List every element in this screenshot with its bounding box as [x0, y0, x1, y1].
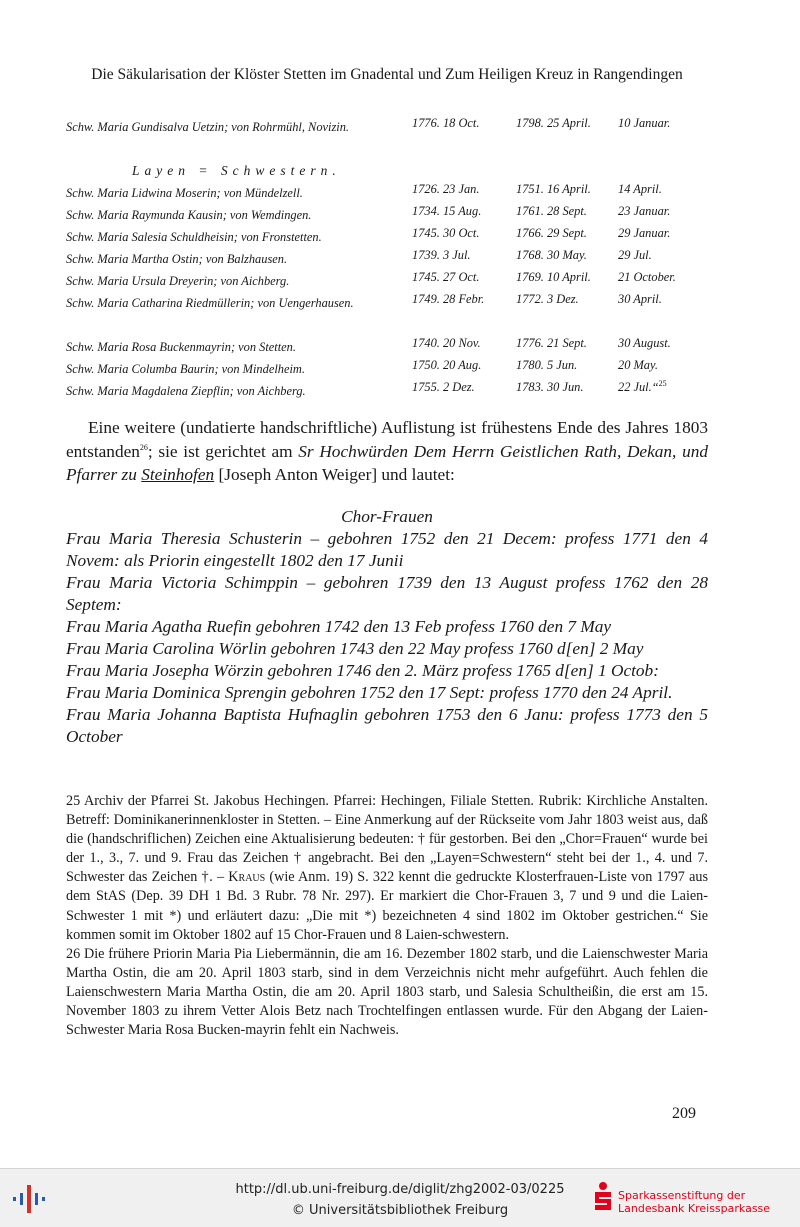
- table-row: [66, 268, 726, 290]
- row-born: 1734. 15 Aug.: [412, 204, 482, 218]
- footnote-25-author: Kraus: [228, 869, 266, 886]
- row-born: 1739. 3 Jul.: [412, 248, 471, 262]
- table-row: [66, 180, 726, 202]
- para-text-1: Eine weitere (undatierte handschriftliche) Auflistung ist frühestens Ende des Jahres 1803 entstanden: [66, 418, 708, 461]
- row-profess: 1751. 16 April.: [516, 182, 591, 196]
- sponsor-line-1: Sparkassenstiftung der: [618, 1189, 746, 1202]
- row-name: Schw. Maria Catharina Riedmüllerin; von Uengerhausen.: [66, 296, 354, 310]
- table-row: [66, 224, 726, 246]
- row-name: Schw. Maria Gundisalva Uetzin; von Rohrmühl, Novizin.: [66, 120, 350, 134]
- footnote-25: [66, 792, 708, 945]
- footer-url-link[interactable]: http://dl.ub.uni-freiburg.de/diglit/zhg2002-03/0225: [235, 1182, 565, 1197]
- row-born: 1745. 30 Oct.: [412, 226, 480, 240]
- page-number: 209: [672, 1105, 696, 1122]
- footnote-25-text-a: 25 Archiv der Pfarrei St. Jakobus Hechingen. Pfarrei: Hechingen, Filiale Stetten. Rubrik: Kirchliche Anstalten. Betreff: Dominikanerinnenkloster in Stetten. – Eine Anmerkung auf der Rückseite vom Jahr 1803 weist aus, daß die (handschriflichen) Zeichen eine Aktualisierung bedeuten: † für gestorben. Bei den „Chor=Frauen“ wurde bei der 1., 3., 7. und 9. Frau das Zeichen † angebracht. Bei den „Layen=Schwestern“ steht bei der 1., 4. und 7. Schwester das Zeichen †. –: [66, 793, 708, 886]
- row-profess: 1769. 10 April.: [516, 270, 591, 284]
- row-born: 1745. 27 Oct.: [412, 270, 480, 284]
- sponsor-text[interactable]: [618, 1189, 798, 1215]
- row-born: 1755. 2 Dez.: [412, 380, 475, 394]
- chor-entry: Frau Maria Johanna Baptista Hufnaglin gebohren 1753 den 6 Janu: profess 1773 den 5 October: [66, 705, 708, 746]
- table-row: [66, 378, 726, 400]
- chor-frauen-list: [66, 506, 708, 748]
- row-died: 29 Januar.: [618, 226, 671, 240]
- row-name: Schw. Maria Columba Baurin; von Mindelheim.: [66, 362, 305, 376]
- footer-bar: [0, 1168, 800, 1227]
- row-died: 22 Jul.“$^{25}$: [618, 378, 667, 394]
- row-died: 10 Januar.: [618, 116, 671, 130]
- row-name: Schw. Maria Martha Ostin; von Balzhausen.: [66, 252, 288, 266]
- nun-listing-table: [66, 114, 726, 400]
- chor-entries: [66, 528, 708, 748]
- row-profess: 1798. 25 April.: [516, 116, 591, 130]
- chor-heading: Chor-Frauen: [341, 507, 433, 526]
- table-subheading: [66, 158, 726, 180]
- footnote-ref-25[interactable]: 25: [658, 378, 667, 388]
- sparkasse-logo-icon[interactable]: [592, 1181, 614, 1211]
- chor-entry: Frau Maria Agatha Ruefin gebohren 1742 den 13 Feb profess 1760 den 7 May: [66, 617, 612, 636]
- row-name: Schw. Maria Ursula Dreyerin; von Aichberg.: [66, 274, 290, 288]
- row-born: 1750. 20 Aug.: [412, 358, 482, 372]
- row-born: 1726. 23 Jan.: [412, 182, 480, 196]
- row-profess: 1780. 5 Jun.: [516, 358, 578, 372]
- chor-entry: Frau Maria Theresia Schusterin – gebohren 1752 den 21 Decem: profess 1771 den 4 Novem: als Priorin eingestellt 1802 den 17 Junii: [66, 529, 708, 570]
- row-profess: 1766. 29 Sept.: [516, 226, 587, 240]
- para-italic-recipient: Sr Hochwürden Dem Herrn Geistlichen Rath, Dekan, und Pfarrer zu: [66, 441, 708, 484]
- row-died: 20 May.: [618, 358, 658, 372]
- subheading-label: Layen = Schwestern.: [132, 163, 341, 178]
- footnote-ref-26[interactable]: 26: [139, 442, 148, 452]
- row-profess: 1761. 28 Sept.: [516, 204, 587, 218]
- para-underlined-place: Steinhofen: [141, 465, 215, 484]
- footnotes: [66, 792, 708, 1040]
- chor-entry: Frau Maria Dominica Sprengin gebohren 1752 den 17 Sept: profess 1770 den 24 April.: [66, 683, 673, 702]
- chor-entry: Frau Maria Carolina Wörlin gebohren 1743 den 22 May profess 1760 d[en] 2 May: [66, 639, 644, 658]
- row-died: 21 October.: [618, 270, 676, 284]
- table-row: [66, 356, 726, 378]
- row-died: 23 Januar.: [618, 204, 671, 218]
- row-name: Schw. Maria Lidwina Moserin; von Mündelzell.: [66, 186, 303, 200]
- para-text-3: [Joseph Anton Weiger] und lautet:: [214, 465, 455, 484]
- body-paragraph: [66, 416, 708, 487]
- table-row: [66, 334, 726, 356]
- para-text-2: ; sie ist gerichtet am: [147, 441, 299, 461]
- footer-copyright: © Universitätsbibliothek Freiburg: [291, 1203, 509, 1218]
- row-profess: 1783. 30 Jun.: [516, 380, 584, 394]
- row-born: 1776. 18 Oct.: [412, 116, 480, 130]
- row-name: Schw. Maria Rosa Buckenmayrin; von Stetten.: [66, 340, 296, 354]
- row-profess: 1768. 30 May.: [516, 248, 587, 262]
- table-row: [66, 114, 726, 158]
- table-row: [66, 202, 726, 224]
- table-rows: [66, 180, 726, 400]
- row-died: 30 April.: [618, 292, 662, 306]
- row-name: Schw. Maria Magdalena Ziepflin; von Aichberg.: [66, 384, 306, 398]
- chor-entry: Frau Maria Victoria Schimppin – gebohren 1739 den 13 August profess 1762 den 28 Septem:: [66, 573, 708, 614]
- row-profess: 1772. 3 Dez.: [516, 292, 579, 306]
- footnote-26: 26 Die frühere Priorin Maria Pia Liebermännin, die am 16. Dezember 1802 starb, und die Laienschwester Maria Martha Ostin, die am 20. April 1803 starb, sind in dem Verzeichnis nicht mehr aufgeführt. Auch fehlen die Laienschwestern Maria Martha Ostin, die am 20. April 1803 starb, und Salesia Schultheißin, die erst am 15. November 1803 zu ihrem Vetter Alois Betz nach Trochtelfingen entlassen wurde. Für den Abgang der Laien-Schwester Maria Rosa Bucken-mayrin fehlt ein Nachweis.: [66, 945, 708, 1039]
- row-died: 14 April.: [618, 182, 662, 196]
- row-name: Schw. Maria Raymunda Kausin; von Wemdingen.: [66, 208, 312, 222]
- row-born: 1749. 28 Febr.: [412, 292, 485, 306]
- chor-entry: Frau Maria Josepha Wörzin gebohren 1746 den 2. März profess 1765 d[en] 1 Octob:: [66, 661, 659, 680]
- sponsor-line-2: Landesbank Kreissparkasse: [618, 1202, 771, 1215]
- footnote-25-text-b: (wie Anm. 19) S. 322 kennt die gedruckte Klosterfrauen-Liste von 1797 aus dem StAS (Dep. 39 DH 1 Bd. 3 Rubr. 78 Nr. 297). Er markiert die Chor-Frauen 3, 7 und 9 und die Laien-Schwester 1 mit *) und erläutert dazu: „Die mit *) bezeichneten 4 sind 1802 im Oktober gestrichen.“ Sie kommen somit im Oktober 1802 auf 15 Chor-Frauen und 8 Laien-schwestern.: [66, 869, 708, 943]
- row-died: 29 Jul.: [618, 248, 652, 262]
- running-head: Die Säkularisation der Klöster Stetten im Gnadental und Zum Heiligen Kreuz in Rangendingen: [91, 66, 683, 83]
- row-died: 30 August.: [618, 336, 671, 350]
- table-row: [66, 290, 726, 334]
- row-profess: 1776. 21 Sept.: [516, 336, 587, 350]
- table-row: [66, 246, 726, 268]
- row-born: 1740. 20 Nov.: [412, 336, 481, 350]
- row-name: Schw. Maria Salesia Schuldheisin; von Fronstetten.: [66, 230, 322, 244]
